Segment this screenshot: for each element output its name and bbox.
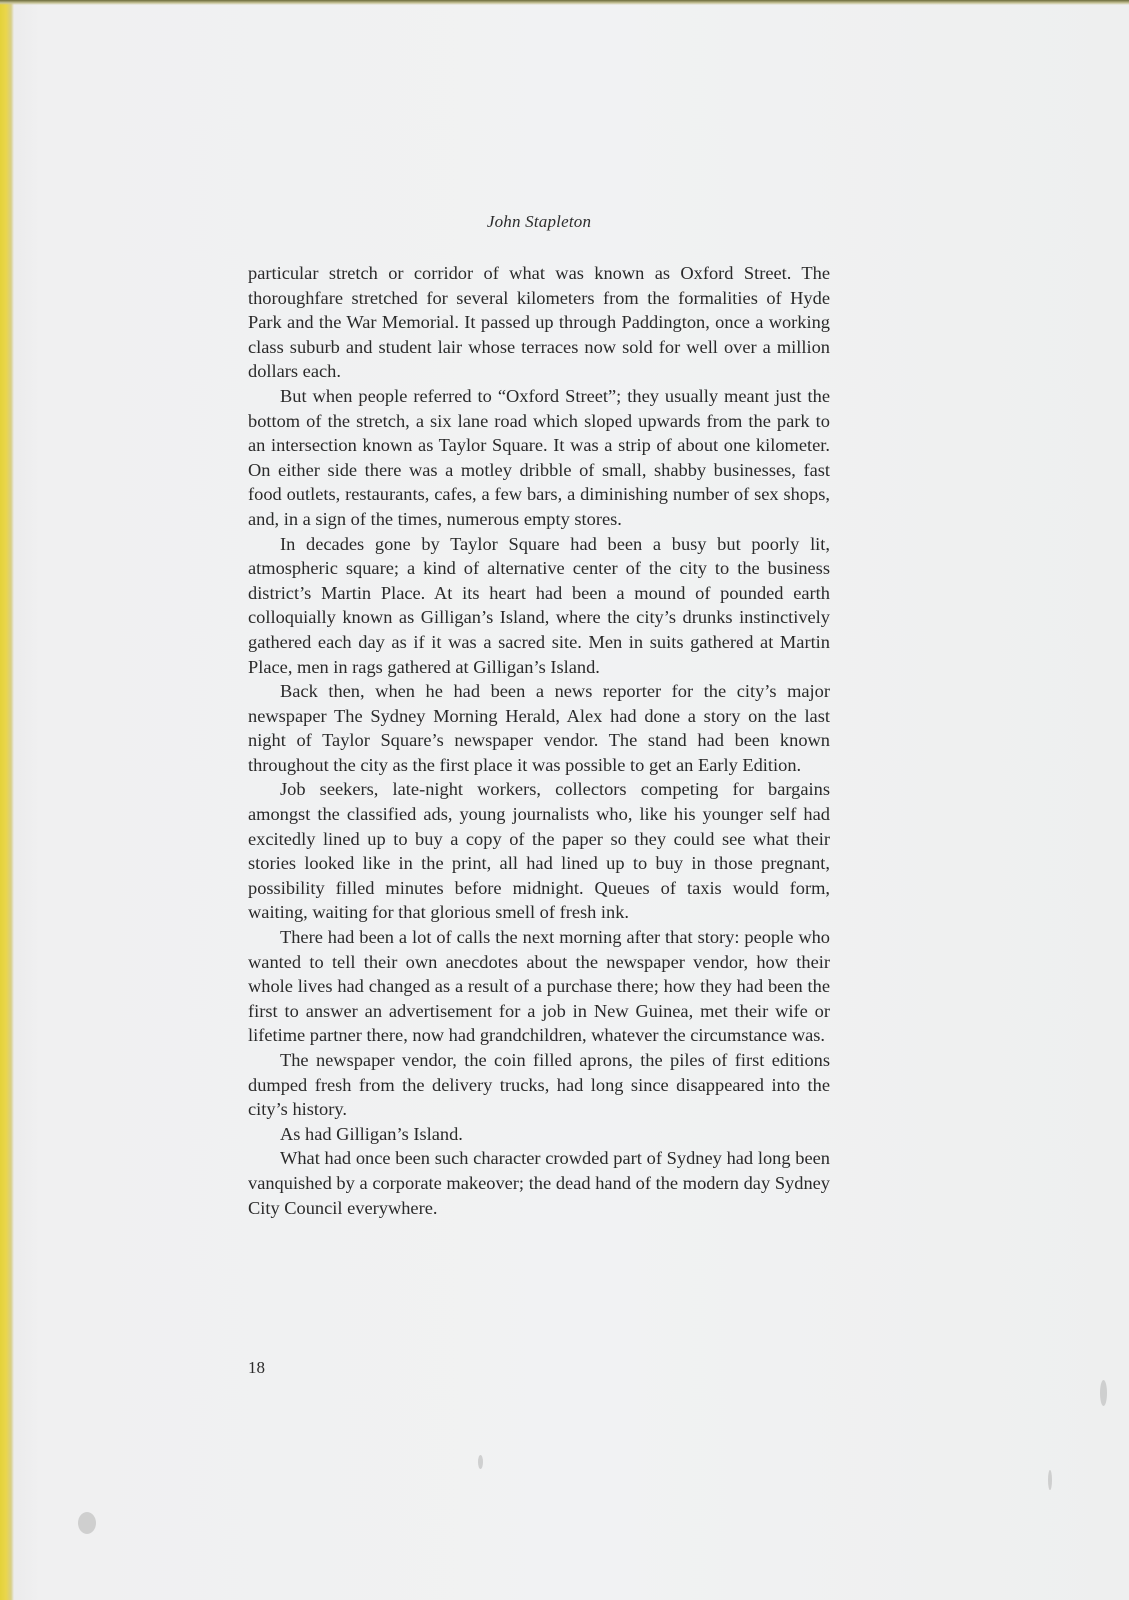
running-head: John Stapleton — [486, 212, 592, 231]
paragraph: What had once been such character crowded part of Sydney had long been vanquished by a corporate makeover; the dead hand of the modern day Sydney City Council everywhere. — [248, 1148, 830, 1218]
scan-speck — [78, 1512, 96, 1534]
paragraph: But when people referred to “Oxford Street”; they usually meant just the bottom of the stretch, a six lane road which sloped upwards from the park to an intersection known as Taylor Square. It was a strip of about one kilometer. On either side there was a motley dribble of small, shabby businesses, fast food outlets, restaurants, cafes, a few bars, a diminishing number of sex shops, and, in a sign of the times, numerous empty stores. — [248, 385, 830, 529]
paragraph: In decades gone by Taylor Square had been a busy but poorly lit, atmospheric square; a kind of alternative center of the city to the business district’s Martin Place. At its heart had been a mound of pounded earth colloquially known as Gilligan’s Island, where the city’s drunks instinctively gathered each day as if it was a sacred site. Men in suits gathered at Martin Place, men in rags gathered at Gilligan’s Island. — [248, 533, 830, 677]
page-number: 18 — [248, 1358, 265, 1377]
paragraph: The newspaper vendor, the coin filled aprons, the piles of first editions dumped fresh from the delivery trucks, had long since disappeared into the city’s history. — [248, 1050, 830, 1120]
scan-speck — [1100, 1380, 1107, 1406]
paragraph: There had been a lot of calls the next morning after that story: people who wanted to tell their own anecdotes about the newspaper vendor, how their whole lives had changed as a result of a purchase there; how they had been the first to answer an advertisement for a job in New Guinea, met their wife or lifetime partner there, now had grandchildren, whatever the circumstance was. — [248, 927, 830, 1046]
page-edge-left — [0, 0, 14, 1600]
paragraph: As had Gilligan’s Island. — [280, 1123, 463, 1144]
paragraph: Back then, when he had been a news reporter for the city’s major newspaper The Sydney Morning Herald, Alex had done a story on the last night of Taylor Square’s newspaper vendor. The stand had been known throughout the city as the first place it was possible to get an Early Edition. — [248, 681, 830, 775]
scan-speck — [478, 1455, 483, 1469]
body-text — [248, 261, 830, 1220]
scan-speck — [1048, 1470, 1052, 1490]
page-edge-top — [0, 0, 1129, 5]
paragraph: Job seekers, late-night workers, collectors competing for bargains amongst the classified ads, young journalists who, like his younger self had excitedly lined up to buy a copy of the paper so they could see what their stories looked like in the print, all had lined up to buy in those pregnant, possibility filled minutes before midnight. Queues of taxis would form, waiting, waiting for that glorious smell of fresh ink. — [248, 779, 830, 923]
paragraph: particular stretch or corridor of what was known as Oxford Street. The thoroughfare stretched for several kilometers from the formalities of Hyde Park and the War Memorial. It passed up through Paddington, once a working class suburb and student lair whose terraces now sold for well over a million dollars each. — [248, 263, 830, 382]
